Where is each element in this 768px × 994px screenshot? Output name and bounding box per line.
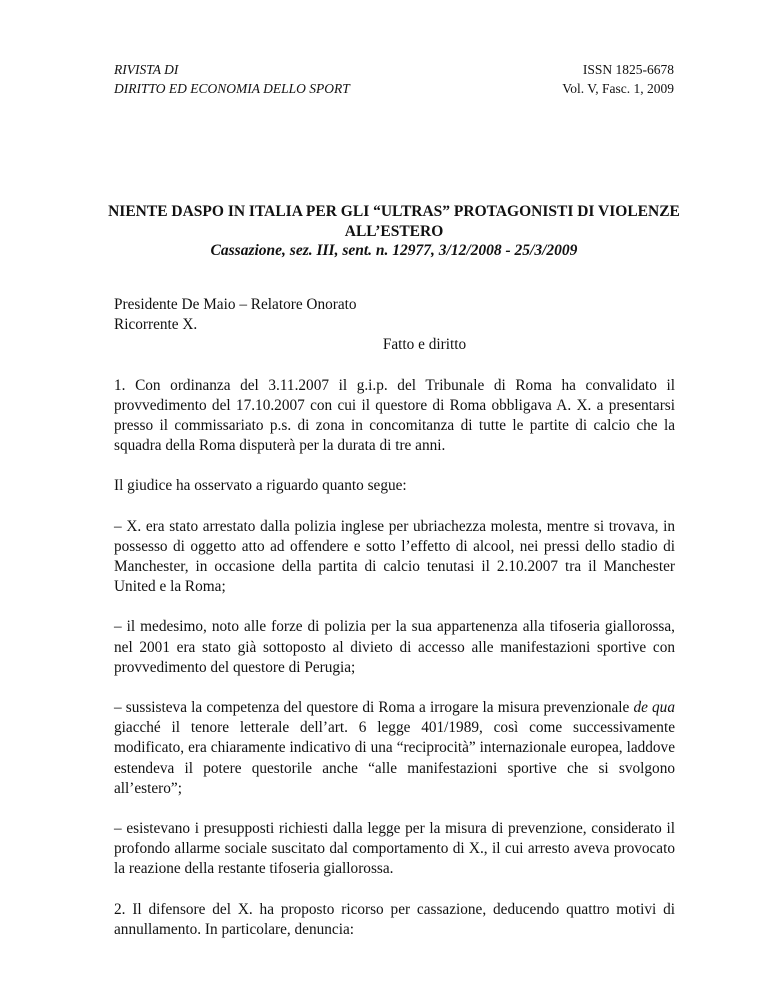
journal-name-line2: DIRITTO ED ECONOMIA DELLO SPORT [114,81,350,96]
paragraph-4: – il medesimo, noto alle forze di polizia per la sua appartenenza alla tifoseria giallorossa, nel 2001 era stato già sottoposto al divieto di accesso alle manifestazioni sportive con provvedimento del questore di Perugia; [114,618,675,676]
article-title-block [108,202,680,261]
court-citation: Cassazione, sez. III, sent. n. 12977, 3/12/2008 - 25/3/2009 [210,242,578,259]
journal-name-line1: RIVISTA DI [114,62,179,77]
appellant-line: Ricorrente X. [114,316,198,334]
paragraph-2: Il giudice ha osservato a riguardo quanto segue: [114,477,407,495]
paragraph-5-latin-phrase: de qua [633,699,675,717]
paragraph-5-part-b: giacché il tenore letterale dell’art. 6 legge 401/1989, così come successivamente modificato, era chiaramente indicativo di una “reciprocità” internazionale europea, laddove estendeva il potere questorile anche “alle manifestazioni sportive che si svolgono all’estero”; [114,719,675,797]
paragraph-5-part-a: – sussisteva la competenza del questore di Roma a irrogare la misura prevenzionale [114,699,630,717]
journal-name [114,60,434,98]
paragraph-3: – X. era stato arrestato dalla polizia inglese per ubriachezza molesta, mentre si trovava, in possesso di oggetto atto ad offendere e sotto l’effetto di alcool, nei pressi dello stadio di Manchester, in occasione della partita di calcio tenutasi il 2.10.2007 tra il Manchester United e la Roma; [114,517,675,596]
paragraph-6: – esistevano i presupposti richiesti dalla legge per la misura di prevenzione, considerato il profondo allarme sociale suscitato dal comportamento di X., il cui arresto aveva provocato la reazione della restante tifoseria giallorossa. [114,820,675,878]
paragraph-1: 1. Con ordinanza del 3.11.2007 il g.i.p. del Tribunale di Roma ha convalidato il provvedimento del 17.10.2007 con cui il questore di Roma obbligava A. X. a presentarsi presso il commissariato p.s. di zona in concomitanza di tutte le partite di calcio che la squadra della Roma disputerà per la durata di tre anni. [114,376,675,455]
paragraph-7: 2. Il difensore del X. ha proposto ricorso per cassazione, deducendo quattro motivi di annullamento. In particolare, denuncia: [114,900,675,938]
paragraph-5 [114,698,675,799]
article-title: NIENTE DASPO IN ITALIA PER GLI “ULTRAS” PROTAGONISTI DI VIOLENZE ALL’ESTERO [108,203,680,240]
judges-line: Presidente De Maio – Relatore Onorato [114,296,357,313]
issue-info [454,60,674,98]
section-heading: Fatto e diritto [382,336,467,354]
volume-issue: Vol. V, Fasc. 1, 2009 [562,81,674,96]
issn: ISSN 1825-6678 [582,62,674,77]
article-body [114,295,675,960]
